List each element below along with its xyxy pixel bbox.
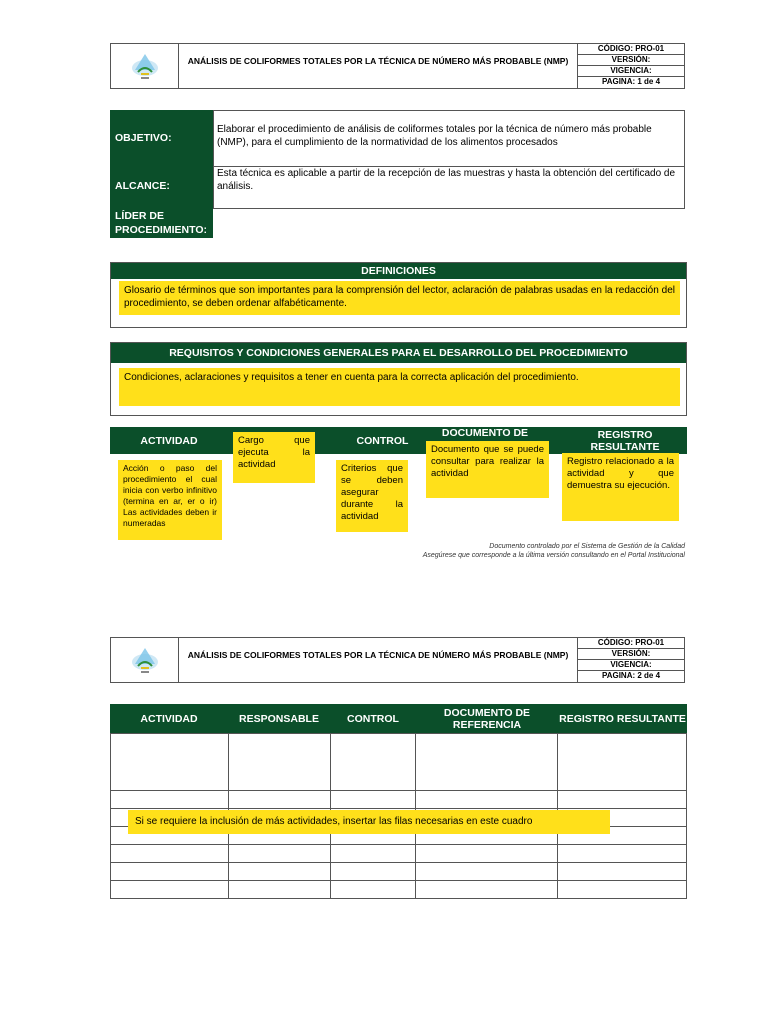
code-label: CÓDIGO: PRO-01 [578, 44, 684, 55]
col-responsible: RESPONSABLE [239, 712, 319, 725]
version-label: VERSIÓN: [578, 55, 684, 66]
requirements-note: Condiciones, aclaraciones y requisitos a tener en cuenta para la correcta aplicación del procedimiento. [119, 368, 680, 406]
logo [111, 44, 179, 88]
requirements-section [110, 342, 687, 416]
note-activity: Acción o paso del procedimiento el cual inicia con verbo infinitivo (termina en ar, er o ir) Las actividades deben ir numeradas [118, 460, 222, 540]
page-number: PAGINA: 2 de 4 [601, 671, 661, 680]
objective-text: Elaborar el procedimiento de análisis de coliformes totales por la técnica de número más probable (NMP), para el cumplimiento de la normatividad de los alimentos procesados [213, 110, 685, 167]
page-number: PAGINA: 1 de 4 [601, 77, 661, 86]
col-document: DOCUMENTO DE REFERENCIA [443, 706, 531, 731]
col-record: REGISTRO RESULTANTE [590, 428, 660, 453]
institution-logo-icon [111, 638, 179, 682]
footnote-line2: Asegúrese que corresponde a la última versión consultando en el Portal Institucional [422, 552, 685, 559]
page2-header [110, 637, 685, 683]
footnote [300, 542, 685, 560]
institution-logo-icon [111, 44, 179, 88]
col-control: CONTROL [356, 434, 409, 447]
footnote-line1: Documento controlado por el Sistema de Gestión de la Calidad [489, 543, 685, 550]
col-activity: ACTIVIDAD [140, 712, 198, 725]
col-control: CONTROL [347, 712, 399, 725]
note-responsible: Cargo que ejecuta la actividad [233, 432, 315, 483]
version-label: VERSIÓN: [578, 649, 684, 660]
document-title: ANÁLISIS DE COLIFORMES TOTALES POR LA TÉCNICA DE NÚMERO MÁS PROBABLE (NMP) [187, 650, 569, 660]
col-record: REGISTRO RESULTANTE [559, 712, 686, 725]
col-document: DOCUMENTO DE [441, 427, 529, 439]
info-table [110, 110, 685, 238]
validity-label: VIGENCIA: [578, 660, 684, 671]
leader-label: LÍDER DE PROCEDIMIENTO: [115, 210, 207, 236]
col-activity: ACTIVIDAD [140, 434, 198, 447]
document-meta [577, 638, 684, 682]
note-document: Documento que se puede consultar para realizar la actividad [426, 441, 549, 498]
note-record: Registro relacionado a la actividad y que demuestra su ejecución. [562, 453, 679, 521]
definitions-header: DEFINICIONES [111, 263, 686, 279]
document-title: ANÁLISIS DE COLIFORMES TOTALES POR LA TÉCNICA DE NÚMERO MÁS PROBABLE (NMP) [187, 56, 569, 66]
scope-label: ALCANCE: [115, 180, 170, 192]
note-control: Criterios que se deben asegurar durante la actividad [336, 460, 408, 532]
add-rows-note: Si se requiere la inclusión de más actividades, insertar las filas necesarias en este cuadro [128, 810, 610, 834]
document-meta [577, 44, 684, 88]
activities-table-p2 [110, 704, 687, 902]
scope-text: Esta técnica es aplicable a partir de la recepción de las muestras y hasta la obtención del certificado de análisis. [213, 166, 685, 209]
definitions-note: Glosario de términos que son importantes para la comprensión del lector, aclaración de palabras usadas en la redacción del procedimiento, se deben ordenar alfabéticamente. [119, 281, 680, 315]
page1-header [110, 43, 685, 89]
activities-table-p1 [110, 427, 687, 543]
requirements-header: REQUISITOS Y CONDICIONES GENERALES PARA EL DESARROLLO DEL PROCEDIMIENTO [111, 343, 686, 363]
code-label: CÓDIGO: PRO-01 [578, 638, 684, 649]
definitions-section [110, 262, 687, 328]
validity-label: VIGENCIA: [578, 66, 684, 77]
objective-label: OBJETIVO: [115, 132, 172, 144]
logo [111, 638, 179, 682]
